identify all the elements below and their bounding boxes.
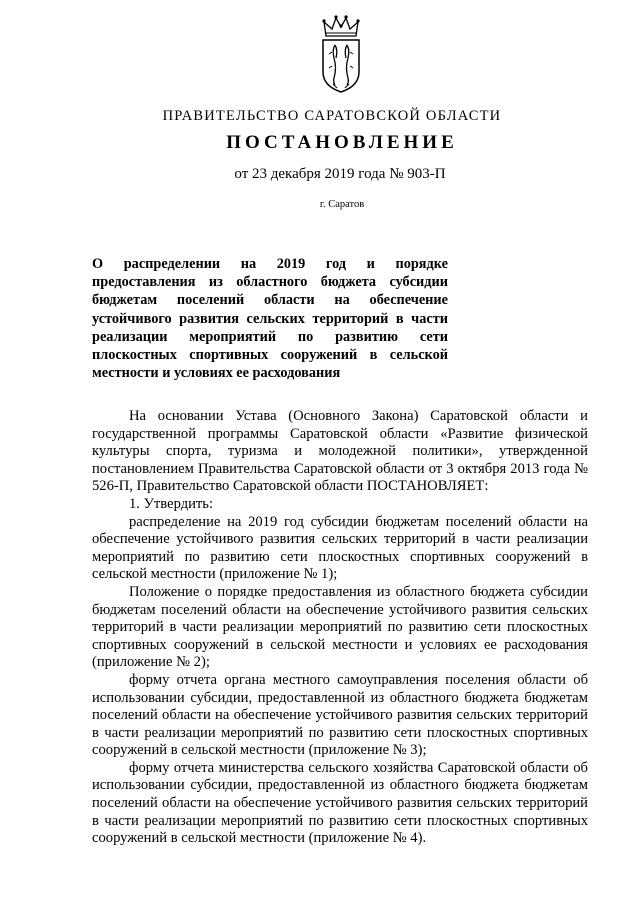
- paragraph-item-regulation: Положение о порядке предоставления из областного бюджета субсидии бюджетам поселений области на обеспечение устойчивого развития сельских территорий в части реализации мероприятий по развитию сети плоскостных спортивных сооружений в сельской местности и условиях ее расходования (приложение № 2);: [92, 583, 588, 671]
- government-name: ПРАВИТЕЛЬСТВО САРАТОВСКОЙ ОБЛАСТИ: [162, 108, 502, 124]
- paragraph-item-report-form-ministry: форму отчета министерства сельского хозяйства Саратовской области об использовании субсидии, предоставленной из областного бюджета бюджетам поселений области на обеспечение устойчивого развития сельских территорий в части реализации мероприятий по развитию сети плоскостных спортивных сооружений в сельской местности (приложение № 4).: [92, 759, 588, 847]
- paragraph-item-report-form-local: форму отчета органа местного самоуправления поселения области об использовании субсидии, предоставленной из областного бюджета бюджетам поселений области на обеспечение устойчивого развития сельских территорий в части реализации мероприятий по развитию сети плоскостных спортивных сооружений в сельской местности (приложение № 3);: [92, 671, 588, 759]
- subject-line: реализации мероприятий по развитию сети: [92, 328, 448, 345]
- paragraph-preamble: На основании Устава (Основного Закона) Саратовской области и государственной программы Саратовской области «Развитие физической культуры спорта, туризма и молодежной политики», утвержденной постановлением Правительства Саратовской области от 3 октября 2013 года № 526-П, Правительство Саратовской области ПОСТАНОВЛЯЕТ:: [92, 408, 588, 495]
- document-subject: [92, 255, 448, 382]
- subject-line: устойчивого развития сельских территорий в части: [92, 310, 448, 327]
- paragraph-item-distribution: распределение на 2019 год субсидии бюджетам поселений области на обеспечение устойчивого развития сельских территорий в части реализации мероприятий по развитию сети плоскостных спортивных сооружений в сельской местности (приложение № 1);: [92, 513, 588, 583]
- paragraph-approve: 1. Утвердить:: [129, 495, 214, 512]
- subject-line: плоскостных спортивных сооружений в сельской: [92, 347, 448, 364]
- document-type: ПОСТАНОВЛЕНИЕ: [226, 132, 458, 153]
- subject-line: местности и условиях ее расходования: [92, 365, 341, 382]
- document-body: [92, 408, 588, 848]
- city: г. Саратов: [319, 199, 365, 210]
- subject-line: бюджетам поселений области на обеспечение: [92, 292, 448, 309]
- subject-line: предоставления из областного бюджета субсидии: [92, 274, 448, 291]
- date-and-number: от 23 декабря 2019 года № 903-П: [234, 166, 446, 182]
- subject-line: О распределении на 2019 год и порядке: [92, 256, 448, 272]
- coat-of-arms-icon: [318, 14, 364, 94]
